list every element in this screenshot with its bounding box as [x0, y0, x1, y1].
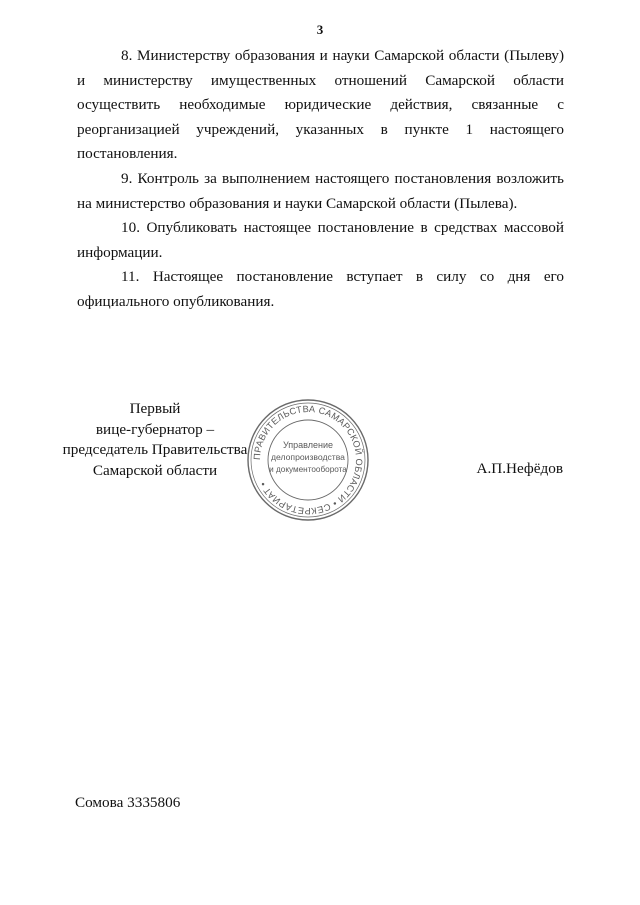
paragraph-11: 11. Настоящее постановление вступает в силу со дня его официального опубликования.: [77, 268, 564, 310]
paragraph-10: 10. Опубликовать настоящее постановление в средствах массовой информации.: [77, 219, 564, 261]
seal-icon: [245, 397, 371, 523]
page-number: 3: [316, 22, 324, 37]
document-body: [77, 44, 564, 315]
signatory-title-line: Первый: [129, 400, 181, 417]
seal-center-line: Управление: [282, 440, 334, 450]
seal-ring-text: ПРАВИТЕЛЬСТВА САМАРСКОЙ ОБЛАСТИ • СЕКРЕТАРИАТ •: [251, 403, 365, 517]
signatory-title-line: вице-губернатор –: [95, 420, 215, 438]
paragraph-9: 9. Контроль за выполнением настоящего постановления возложить на министерство образования и науки Самарской области (Пылева).: [77, 169, 564, 212]
seal-center-line: делопроизводства: [271, 452, 345, 462]
signatory-title: [50, 399, 260, 481]
signatory-title-line: Самарской области: [92, 461, 218, 479]
signatory-name: А.П.Нефёдов: [476, 460, 563, 477]
official-seal: [245, 397, 371, 523]
signatory-title-line: председатель Правительства: [62, 441, 248, 458]
paragraph-8: 8. Министерству образования и науки Самарской области (Пылеву) и министерству имущественных отношений Самарской области осуществить необходимые юридические действия, связанные с реорганизацией учреждений, указанных в пункте 1 настоящего постановления.: [77, 47, 564, 163]
seal-center-line: и документооборота: [269, 465, 347, 474]
executor-note: Сомова 3335806: [75, 794, 181, 811]
